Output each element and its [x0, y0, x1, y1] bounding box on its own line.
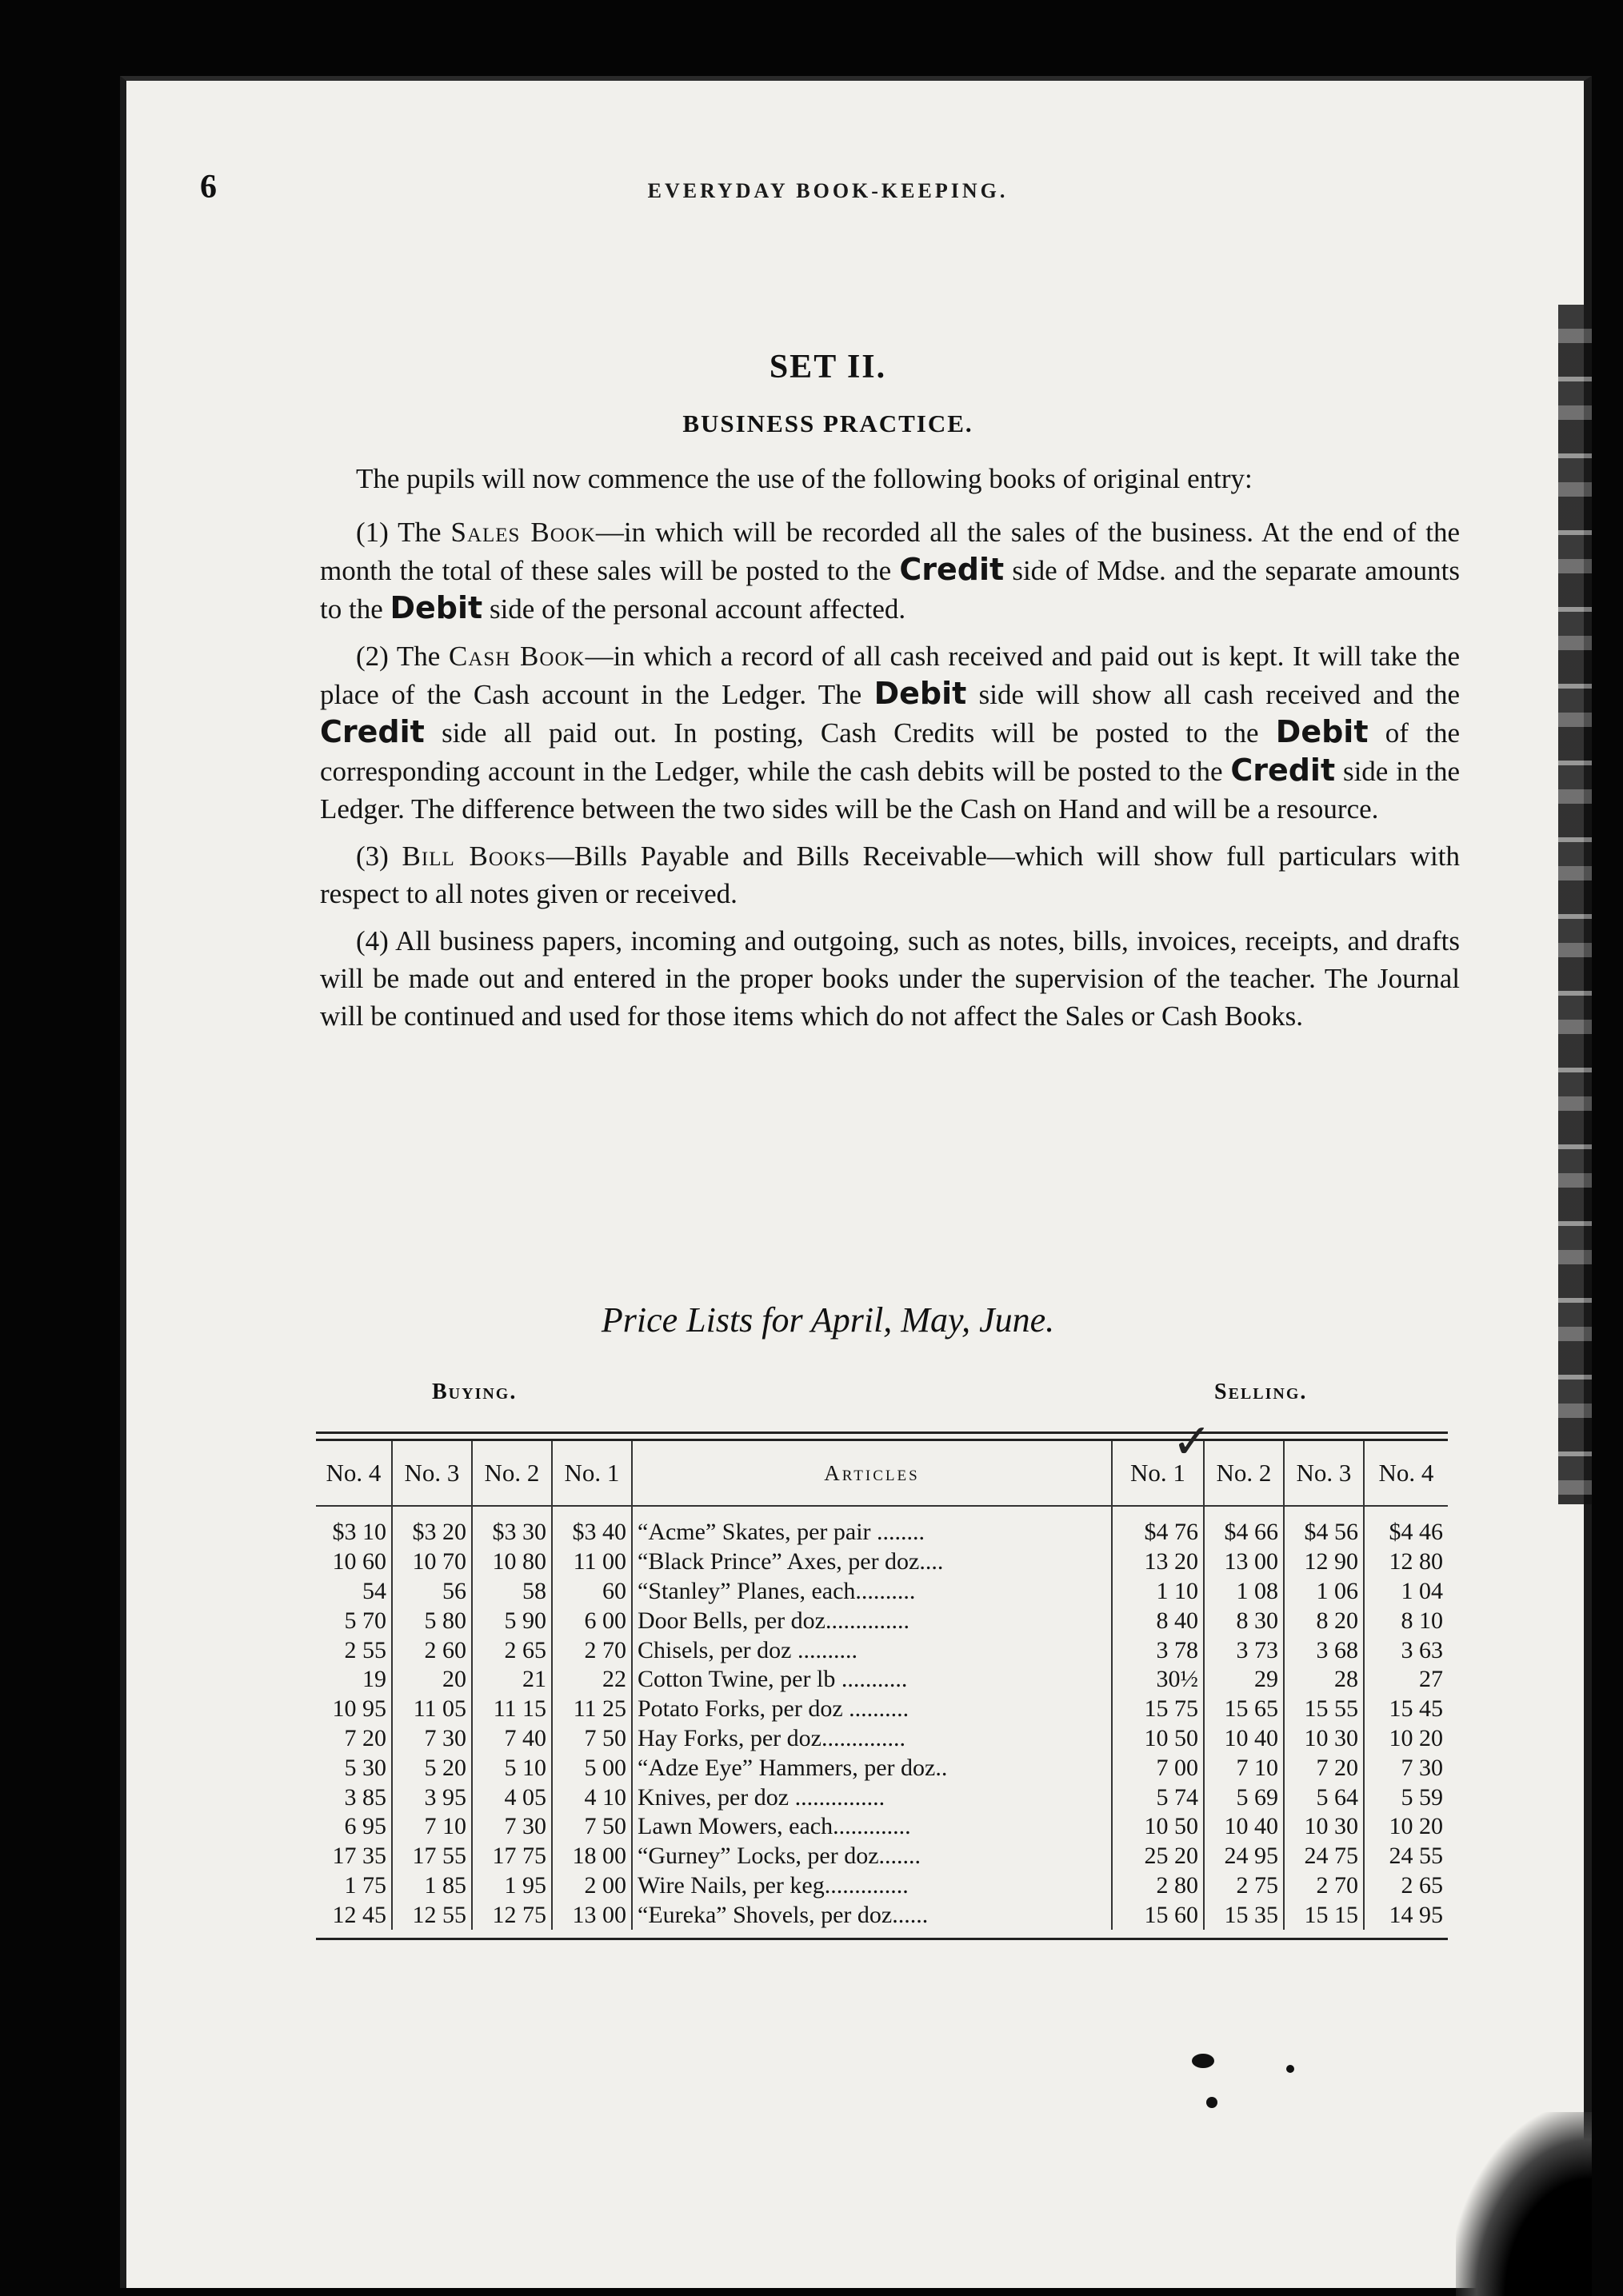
table-row: [316, 1635, 1448, 1665]
price-cell: 7 50: [552, 1812, 632, 1842]
price-cell: 7 50: [552, 1724, 632, 1754]
price-cell: 56: [392, 1577, 472, 1607]
table-row: [316, 1606, 1448, 1635]
price-cell: 3 95: [392, 1783, 472, 1812]
price-cell: 18 00: [552, 1842, 632, 1871]
sales-book-term: Sales Book: [450, 517, 596, 548]
price-cell: 5 30: [344, 1754, 386, 1781]
item-bill-books: (3) Bill Books—Bills Payable and Bills Receivable—which will show full particulars with respect to all notes given or received.: [320, 841, 1460, 909]
buying-label: Buying.: [432, 1380, 518, 1404]
price-cell: 7 30: [472, 1812, 552, 1842]
price-cell: 20: [392, 1665, 472, 1695]
price-cell: 24 75: [1284, 1842, 1364, 1871]
price-cell: 5 64: [1284, 1783, 1364, 1812]
price-cell: 10 60: [332, 1548, 386, 1575]
price-cell: 3 63: [1364, 1635, 1448, 1665]
price-cell: 12 45: [332, 1901, 386, 1928]
debit-term: Debit: [1275, 714, 1369, 749]
check-mark-icon: ✓: [1172, 1414, 1213, 1470]
price-cell: 12 75: [472, 1900, 552, 1930]
price-cell: 24 95: [1204, 1842, 1284, 1871]
price-cell: 54: [362, 1577, 386, 1604]
price-cell: 15 45: [1364, 1695, 1448, 1724]
price-cell: 2 65: [472, 1635, 552, 1665]
price-cell: 10 80: [472, 1547, 552, 1577]
price-cell: 13 00: [1204, 1547, 1284, 1577]
price-cell: 58: [472, 1577, 552, 1607]
price-cell: 15 35: [1204, 1900, 1284, 1930]
price-cell: 1 04: [1364, 1577, 1448, 1607]
table-row: [316, 1842, 1448, 1871]
debit-term: Debit: [390, 590, 483, 625]
cash-book-term: Cash Book: [449, 641, 586, 672]
set-title: SET II.: [769, 349, 887, 385]
price-cell: 7 30: [392, 1724, 472, 1754]
book-page: [120, 76, 1592, 2288]
price-cell: $4 46: [1364, 1506, 1448, 1547]
page-corner-damage: [1456, 2112, 1592, 2296]
price-cell: 4 05: [472, 1783, 552, 1812]
price-cell: 7 40: [472, 1724, 552, 1754]
table-row: [316, 1783, 1448, 1812]
article-cell: Lawn Mowers, each.............: [632, 1812, 1112, 1842]
price-cell: 15 15: [1284, 1900, 1364, 1930]
price-cell: 10 20: [1364, 1724, 1448, 1754]
price-cell: $4 56: [1284, 1506, 1364, 1547]
price-list-title: Price Lists for April, May, June.: [601, 1300, 1055, 1340]
price-cell: 15 65: [1204, 1695, 1284, 1724]
bill-books-term: Bill Books: [402, 841, 546, 872]
price-column-header: No. 2: [1204, 1441, 1284, 1506]
margin-handwriting: [44, 936, 84, 1104]
article-cell: Hay Forks, per doz..............: [632, 1724, 1112, 1754]
article-cell: Potato Forks, per doz ..........: [632, 1695, 1112, 1724]
price-cell: 11 00: [552, 1547, 632, 1577]
price-cell: 19: [362, 1666, 386, 1693]
credit-term: Credit: [320, 714, 425, 749]
price-cell: 22: [552, 1665, 632, 1695]
price-cell: 17 55: [392, 1842, 472, 1871]
price-cell: $4 66: [1204, 1506, 1284, 1547]
table-top-rule: [316, 1432, 1448, 1441]
price-cell: 5 10: [472, 1753, 552, 1783]
price-cell: $3 40: [552, 1506, 632, 1547]
price-cell: 5 90: [472, 1606, 552, 1635]
item-business-papers: (4) All business papers, incoming and outgoing, such as notes, bills, invoices, receipts, and drafts will be made out and entered in the proper books under the supervision of the teacher. The Journal will be continued and used for those items which do not affect the Sales or Cash Books.: [320, 925, 1460, 1032]
price-column-header: No. 3: [392, 1441, 472, 1506]
price-cell: 3 68: [1284, 1635, 1364, 1665]
price-cell: 5 20: [392, 1753, 472, 1783]
price-cell: 1 95: [472, 1871, 552, 1901]
article-cell: “Stanley” Planes, each..........: [632, 1577, 1112, 1607]
price-column-header: No. 4: [316, 1441, 392, 1506]
price-cell: $3 10: [332, 1519, 386, 1546]
intro-paragraph: The pupils will now commence the use of the following books of original entry:: [356, 463, 1253, 494]
price-cell: 5 69: [1204, 1783, 1284, 1812]
price-cell: 30½: [1112, 1665, 1204, 1695]
price-list-table-wrap: [316, 1432, 1448, 1940]
price-cell: 12 55: [392, 1900, 472, 1930]
price-cell: 29: [1204, 1665, 1284, 1695]
article-cell: “Black Prince” Axes, per doz....: [632, 1547, 1112, 1577]
price-cell: 60: [552, 1577, 632, 1607]
price-cell: $3 20: [392, 1506, 472, 1547]
price-cell: 10 40: [1204, 1812, 1284, 1842]
article-cell: “Acme” Skates, per pair ........: [632, 1506, 1112, 1547]
table-row: [316, 1871, 1448, 1901]
ink-speck: [1206, 2097, 1217, 2108]
price-cell: 28: [1284, 1665, 1364, 1695]
price-cell: 4 10: [552, 1783, 632, 1812]
section-title: BUSINESS PRACTICE.: [682, 409, 973, 437]
price-cell: 2 60: [392, 1635, 472, 1665]
price-cell: 8 30: [1204, 1606, 1284, 1635]
table-row: [316, 1506, 1448, 1547]
price-column-header: No. 4: [1364, 1441, 1448, 1506]
price-cell: 7 10: [1204, 1753, 1284, 1783]
price-cell: 11 05: [392, 1695, 472, 1724]
price-cell: 2 80: [1112, 1871, 1204, 1901]
price-cell: 8 20: [1284, 1606, 1364, 1635]
price-cell: 10 20: [1364, 1812, 1448, 1842]
price-column-header: No. 1: [552, 1441, 632, 1506]
article-cell: Knives, per doz ...............: [632, 1783, 1112, 1812]
price-cell: 3 73: [1204, 1635, 1284, 1665]
item-sales-book: (1) The Sales Book—in which will be recorded all the sales of the business. At the end of the month the total of these sales will be posted to the Credit side of Mdse. and the separate amounts to the Debit side of the personal account affected.: [320, 517, 1461, 625]
price-cell: 15 55: [1284, 1695, 1364, 1724]
article-cell: “Gurney” Locks, per doz.......: [632, 1842, 1112, 1871]
ink-speck: [1192, 2054, 1214, 2068]
price-cell: 2 65: [1364, 1871, 1448, 1901]
price-cell: 12 90: [1284, 1547, 1364, 1577]
price-cell: 3 85: [344, 1783, 386, 1811]
price-cell: 14 95: [1364, 1900, 1448, 1930]
body-text: [320, 460, 1460, 1044]
price-cell: 7 10: [392, 1812, 472, 1842]
selling-label: Selling.: [1214, 1380, 1308, 1404]
price-cell: 7 30: [1364, 1753, 1448, 1783]
article-cell: Door Bells, per doz..............: [632, 1606, 1112, 1635]
price-cell: $4 76: [1112, 1506, 1204, 1547]
price-cell: 13 00: [552, 1900, 632, 1930]
article-cell: Chisels, per doz ..........: [632, 1635, 1112, 1665]
table-header-row: [316, 1441, 1448, 1506]
price-cell: 2 55: [344, 1636, 386, 1663]
price-cell: 5 59: [1364, 1783, 1448, 1812]
price-cell: 1 75: [344, 1871, 386, 1899]
price-cell: 10 50: [1112, 1724, 1204, 1754]
table-row: [316, 1724, 1448, 1754]
price-cell: 10 30: [1284, 1724, 1364, 1754]
price-cell: 2 70: [1284, 1871, 1364, 1901]
price-cell: 27: [1364, 1665, 1448, 1695]
price-cell: 24 55: [1364, 1842, 1448, 1871]
table-row: [316, 1547, 1448, 1577]
price-cell: 10 40: [1204, 1724, 1284, 1754]
articles-header: Articles: [632, 1441, 1112, 1506]
price-cell: 7 00: [1112, 1753, 1204, 1783]
price-cell: 1 10: [1112, 1577, 1204, 1607]
price-cell: 1 08: [1204, 1577, 1284, 1607]
table-row: [316, 1900, 1448, 1930]
table-row: [316, 1812, 1448, 1842]
price-cell: 17 35: [332, 1843, 386, 1870]
table-row: [316, 1577, 1448, 1607]
price-cell: 11 25: [552, 1695, 632, 1724]
price-cell: 2 75: [1204, 1871, 1284, 1901]
price-cell: 17 75: [472, 1842, 552, 1871]
price-cell: 21: [472, 1665, 552, 1695]
price-cell: 10 50: [1112, 1812, 1204, 1842]
table-row: [316, 1665, 1448, 1695]
price-cell: $3 30: [472, 1506, 552, 1547]
page-edge-damage: [1558, 305, 1592, 1504]
price-column-header: No. 1: [1112, 1441, 1204, 1506]
price-list-table: [316, 1441, 1448, 1930]
price-cell: 5 74: [1112, 1783, 1204, 1812]
price-cell: 7 20: [344, 1724, 386, 1751]
price-cell: 3 78: [1112, 1635, 1204, 1665]
price-cell: 6 95: [344, 1813, 386, 1840]
credit-term: Credit: [1230, 753, 1336, 788]
price-cell: 5 70: [344, 1607, 386, 1634]
price-cell: 10 70: [392, 1547, 472, 1577]
article-cell: “Eureka” Shovels, per doz......: [632, 1900, 1112, 1930]
price-cell: 1 06: [1284, 1577, 1364, 1607]
page-header: [200, 168, 1456, 208]
price-column-header: No. 3: [1284, 1441, 1364, 1506]
table-body: [316, 1506, 1448, 1930]
price-cell: 8 10: [1364, 1606, 1448, 1635]
page-number: 6: [200, 169, 217, 206]
article-cell: “Adze Eye” Hammers, per doz..: [632, 1753, 1112, 1783]
table-row: [316, 1695, 1448, 1724]
table-row: [316, 1753, 1448, 1783]
article-cell: Cotton Twine, per lb ...........: [632, 1665, 1112, 1695]
price-cell: 1 85: [392, 1871, 472, 1901]
price-cell: 13 20: [1112, 1547, 1204, 1577]
price-cell: 12 80: [1364, 1547, 1448, 1577]
price-cell: 5 80: [392, 1606, 472, 1635]
item-cash-book: (2) The Cash Book—in which a record of all cash received and paid out is kept. It will take the place of the Cash account in the Ledger. The Debit side will show all cash received and the Credit side all paid out. In posting, Cash Credits will be posted to the Debit of the corresponding account in the Ledger, while the cash debits will be posted to the Credit side in the Ledger. The difference between the two sides will be the Cash on Hand and will be a resource.: [320, 641, 1460, 825]
ink-speck: [1286, 2065, 1294, 2073]
price-cell: 7 20: [1284, 1753, 1364, 1783]
price-cell: 2 00: [552, 1871, 632, 1901]
credit-term: Credit: [899, 552, 1005, 587]
price-cell: 15 75: [1112, 1695, 1204, 1724]
price-cell: 5 00: [552, 1753, 632, 1783]
article-cell: Wire Nails, per keg..............: [632, 1871, 1112, 1901]
price-column-header: No. 2: [472, 1441, 552, 1506]
price-cell: 25 20: [1112, 1842, 1204, 1871]
debit-term: Debit: [873, 676, 967, 711]
price-cell: 10 30: [1284, 1812, 1364, 1842]
price-cell: 6 00: [552, 1606, 632, 1635]
price-cell: 2 70: [552, 1635, 632, 1665]
running-head: EVERYDAY BOOK-KEEPING.: [647, 179, 1009, 202]
price-cell: 8 40: [1112, 1606, 1204, 1635]
price-cell: 15 60: [1112, 1900, 1204, 1930]
price-cell: 11 15: [472, 1695, 552, 1724]
table-bottom-rule: [316, 1938, 1448, 1940]
price-cell: 10 95: [332, 1695, 386, 1723]
